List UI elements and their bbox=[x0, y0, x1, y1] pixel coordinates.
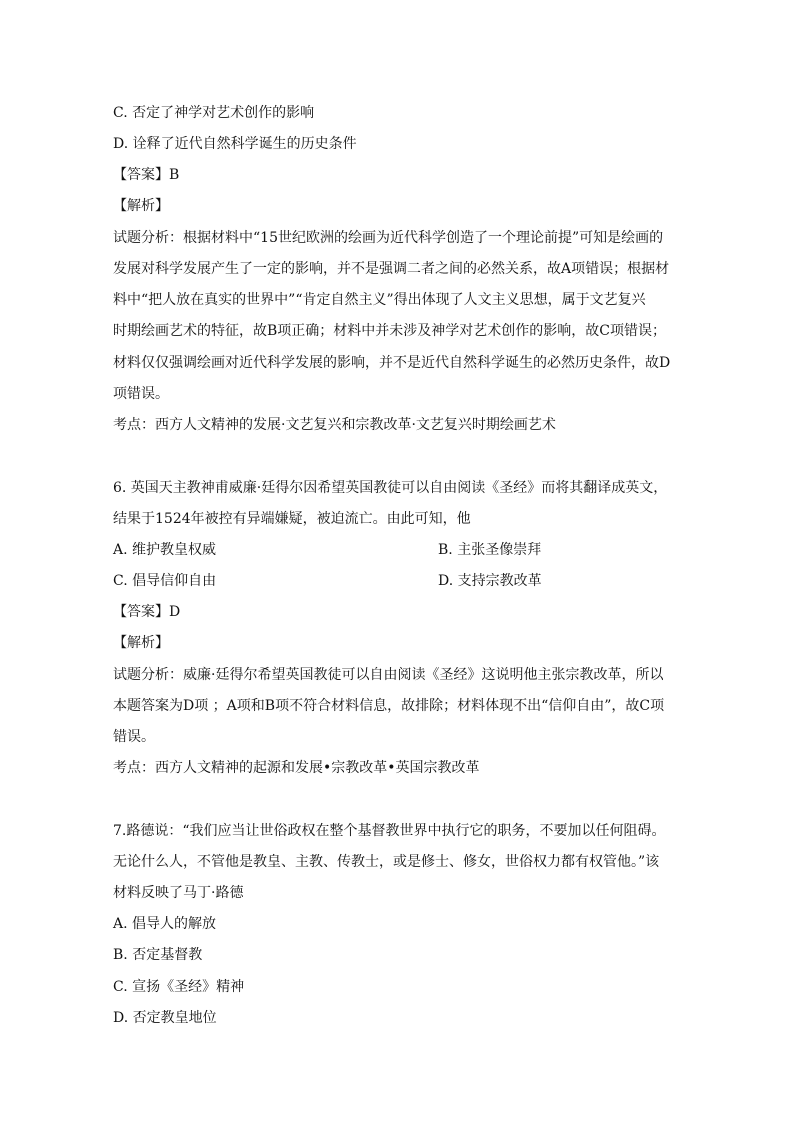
q6-stem-line: 结果于1524年被控有异端嫌疑，被迫流亡。由此可知，他 bbox=[113, 511, 471, 527]
q7-stem-line: 无论什么人，不管他是教皇、主教、传教士，或是修士、修女，世俗权力都有权管他。”该 bbox=[113, 854, 660, 870]
q5-option-d: D. 诠释了近代自然科学诞生的历史条件 bbox=[113, 136, 357, 152]
q5-analysis-line: 发展对科学发展产生了一定的影响，并不是强调二者之间的必然关系，故A项错误；根据材 bbox=[113, 261, 670, 277]
q5-analysis-line: 项错误。 bbox=[113, 386, 169, 402]
q6-analysis-line: 本题答案为D项 ；A项和B项不符合材料信息，故排除；材料体现不出“信仰自由”，故C项 bbox=[113, 698, 665, 714]
q5-analysis-line: 试题分析：根据材料中“15世纪欧洲的绘画为近代科学创造了一个理论前提”可知是绘画的 bbox=[113, 230, 664, 246]
q6-option-d: D. 支持宗教改革 bbox=[438, 573, 542, 589]
q5-option-c: C. 否定了神学对艺术创作的影响 bbox=[113, 105, 315, 121]
q6-analysis-line: 错误。 bbox=[113, 729, 155, 745]
q6-kaodian: 考点：西方人文精神的起源和发展•宗教改革•英国宗教改革 bbox=[113, 760, 480, 776]
q5-analysis-line: 料中“把人放在真实的世界中”“肯定自然主义”得出体现了人文主义思想，属于文艺复兴 bbox=[113, 292, 646, 308]
q7-option-a: A. 倡导人的解放 bbox=[113, 916, 217, 932]
q7-option-b: B. 否定基督教 bbox=[113, 947, 203, 963]
q6-analysis-line: 试题分析：威廉·廷得尔希望英国教徒可以自由阅读《圣经》这说明他主张宗教改革，所以 bbox=[113, 667, 664, 683]
q6-stem-line: 6. 英国天主教神甫威廉·廷得尔因希望英国教徒可以自由阅读《圣经》而将其翻译成英文， bbox=[113, 480, 668, 496]
q5-analysis-heading: 【解析】 bbox=[113, 198, 169, 214]
q5-answer: 【答案】B bbox=[113, 167, 180, 183]
q7-option-d: D. 否定教皇地位 bbox=[113, 1010, 217, 1026]
q6-option-a: A. 维护教皇权威 bbox=[113, 542, 217, 558]
q7-stem-line: 材料反映了马丁·路德 bbox=[113, 885, 244, 901]
q6-analysis-heading: 【解析】 bbox=[113, 635, 169, 651]
q7-option-c: C. 宣扬《圣经》精神 bbox=[113, 979, 245, 995]
q5-analysis-line: 时期绘画艺术的特征，故B项正确；材料中并未涉及神学对艺术创作的影响，故C项错误； bbox=[113, 323, 666, 339]
q6-option-c: C. 倡导信仰自由 bbox=[113, 573, 217, 589]
q7-stem-line: 7.路德说：“我们应当让世俗政权在整个基督教世界中执行它的职务，不要加以任何阻碍。 bbox=[113, 823, 666, 839]
q6-option-b: B. 主张圣像崇拜 bbox=[438, 542, 542, 558]
q5-kaodian: 考点：西方人文精神的发展·文艺复兴和宗教改革·文艺复兴时期绘画艺术 bbox=[113, 417, 556, 433]
q6-answer: 【答案】D bbox=[113, 604, 181, 620]
q5-analysis-line: 材料仅仅强调绘画对近代科学发展的影响，并不是近代自然科学诞生的必然历史条件，故D bbox=[113, 355, 671, 371]
